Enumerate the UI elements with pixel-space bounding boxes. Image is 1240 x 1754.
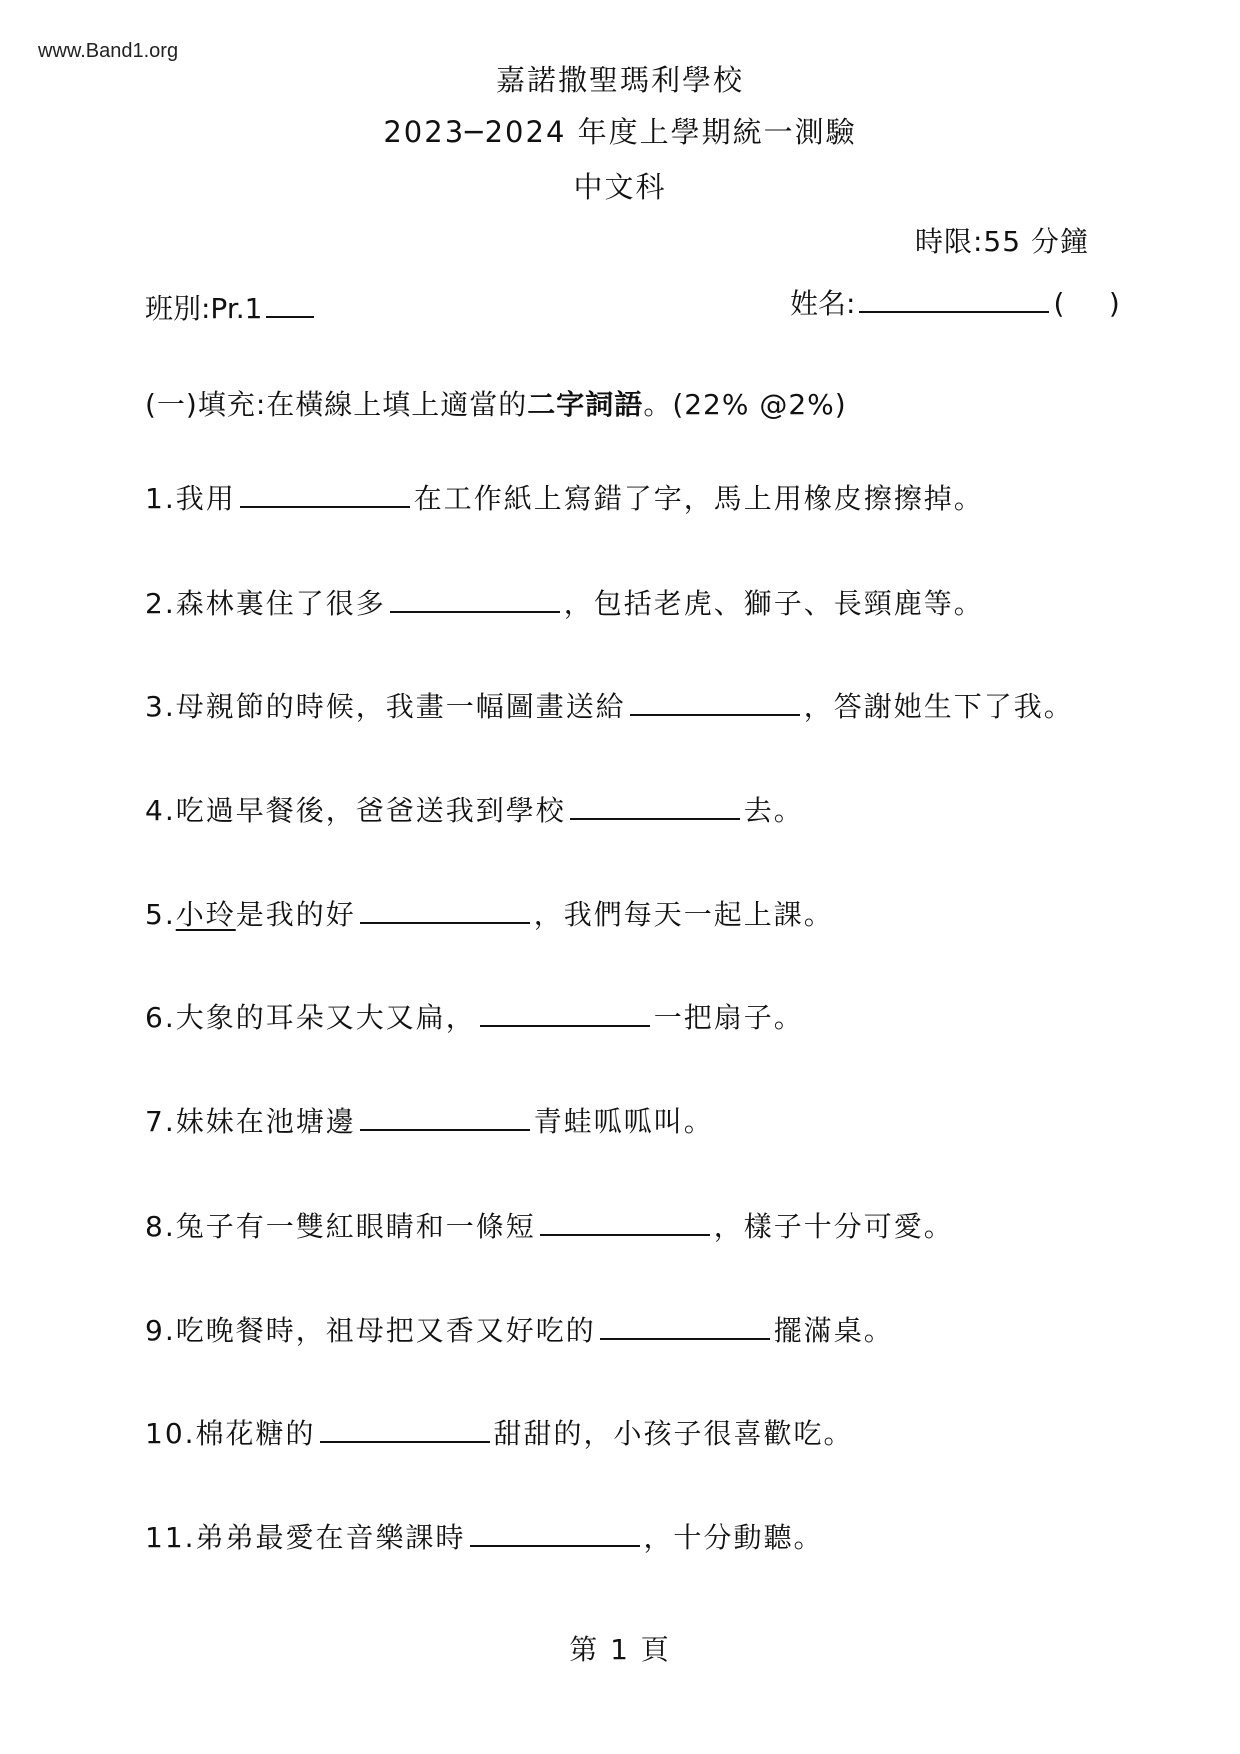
question-number: 1. [145, 482, 176, 515]
time-limit: 時限:55 分鐘 [915, 225, 1089, 258]
question-2 [145, 582, 984, 622]
question-7 [145, 1100, 714, 1140]
question-11 [145, 1516, 824, 1556]
question-text-before: 吃晚餐時，祖母把又香又好吃的 [175, 1314, 596, 1347]
question-number: 7. [145, 1105, 176, 1138]
class-field [145, 287, 318, 327]
section-title-suffix: 。(22% @2%) [643, 388, 847, 421]
question-1 [145, 477, 984, 517]
name-label: 姓名: [790, 287, 856, 320]
section-title-prefix: (一)填充:在橫線上填上適當的 [145, 388, 528, 421]
question-text-before: 是我的好 [235, 898, 356, 931]
question-text-after: 擺滿桌。 [773, 1314, 894, 1347]
answer-blank[interactable] [540, 1233, 710, 1236]
question-number: 11. [145, 1521, 196, 1554]
question-6 [145, 996, 804, 1036]
question-3 [145, 685, 1074, 725]
answer-blank[interactable] [360, 1128, 530, 1131]
name-field [790, 282, 1120, 322]
question-text-after: 去。 [743, 794, 804, 827]
class-label: 班別:Pr.1 [145, 292, 263, 325]
question-text-before: 大象的耳朵又大又扁， [175, 1001, 476, 1034]
answer-blank[interactable] [570, 817, 740, 820]
question-text-before: 森林裏住了很多 [175, 587, 386, 620]
question-number: 3. [145, 690, 176, 723]
name-blank[interactable] [859, 310, 1049, 313]
question-text-after: ，答謝她生下了我。 [803, 690, 1074, 723]
question-number: 10. [145, 1417, 196, 1450]
class-number-brackets: ( ) [1053, 287, 1120, 320]
question-number: 9. [145, 1314, 176, 1347]
question-text-after: 甜甜的，小孩子很喜歡吃。 [493, 1417, 854, 1450]
person-name: 小玲 [175, 898, 236, 931]
question-text-before: 棉花糖的 [195, 1417, 316, 1450]
question-text-before: 妹妹在池塘邊 [175, 1105, 356, 1138]
question-text-after: 在工作紙上寫錯了字，馬上用橡皮擦擦掉。 [413, 482, 984, 515]
page-number: 第 1 頁 [569, 1633, 671, 1666]
section-title-emphasis: 二字詞語 [527, 388, 644, 421]
website-watermark: www.Band1.org [38, 40, 179, 62]
answer-blank[interactable] [320, 1440, 490, 1443]
question-number: 4. [145, 794, 176, 827]
answer-blank[interactable] [390, 610, 560, 613]
question-text-after: 一把扇子。 [653, 1001, 804, 1034]
question-number: 2. [145, 587, 176, 620]
answer-blank[interactable] [480, 1024, 650, 1027]
question-text-before: 弟弟最愛在音樂課時 [195, 1521, 466, 1554]
question-text-before: 我用 [175, 482, 236, 515]
question-10 [145, 1412, 854, 1452]
question-number: 8. [145, 1210, 176, 1243]
answer-blank[interactable] [630, 713, 800, 716]
question-4 [145, 789, 804, 829]
exam-title: 2023─2024 年度上學期統一測驗 [383, 115, 857, 149]
question-text-before: 母親節的時候，我畫一幅圖畫送給 [175, 690, 626, 723]
question-text-before: 吃過早餐後，爸爸送我到學校 [175, 794, 566, 827]
answer-blank[interactable] [600, 1337, 770, 1340]
question-number: 6. [145, 1001, 176, 1034]
question-number: 5. [145, 898, 176, 931]
question-5 [145, 893, 834, 933]
school-name: 嘉諾撒聖瑪利學校 [495, 63, 744, 97]
question-9 [145, 1309, 894, 1349]
answer-blank[interactable] [360, 921, 530, 924]
question-text-after: 青蛙呱呱叫。 [533, 1105, 714, 1138]
section-title [145, 383, 847, 423]
question-text-after: ，十分動聽。 [643, 1521, 824, 1554]
question-text-after: ，我們每天一起上課。 [533, 898, 834, 931]
question-8 [145, 1205, 954, 1245]
class-blank[interactable] [266, 315, 314, 318]
question-text-after: ，樣子十分可愛。 [713, 1210, 954, 1243]
answer-blank[interactable] [240, 505, 410, 508]
subject-title: 中文科 [573, 170, 667, 204]
question-text-before: 兔子有一雙紅眼睛和一條短 [175, 1210, 536, 1243]
question-text-after: ，包括老虎、獅子、長頸鹿等。 [563, 587, 984, 620]
answer-blank[interactable] [470, 1544, 640, 1547]
